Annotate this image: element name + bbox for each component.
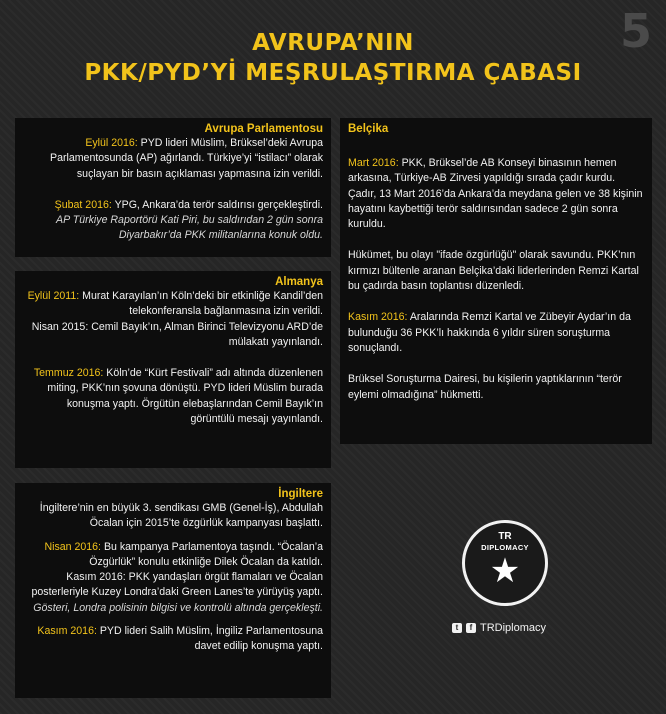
social-handle-text: TRDiplomacy <box>480 622 547 634</box>
box-belcika <box>340 118 652 444</box>
event-text: Bu kampanya Parlamentoya taşındı. “Öcalan’a Özgürlük” konulu etkinliğe Dilek Öcalan da katıldı. <box>89 540 323 568</box>
event-paragraph <box>23 540 323 571</box>
box-avrupa-parlamentosu <box>15 118 331 257</box>
box-almanya <box>15 271 331 468</box>
section-heading: İngiltere <box>278 488 323 500</box>
event-paragraph: Brüksel Soruşturma Dairesi, bu kişilerin yaptıklarının “terör eylemi olmadığına” hükmetti. <box>348 373 622 401</box>
tr-diplomacy-logo <box>462 520 548 606</box>
event-text: PKK, Brüksel’de AB Konseyi binasının hemen arkasına, Türkiye-AB Zirvesi yapıldığı sırada çadır kurdu. Çadır, 13 Mart 2016’da Ankara’da meydana gelen ve 38 kişinin hayatını kaybettiği terör saldırısından sadece 2 gün sonra kuruldu. <box>348 157 643 231</box>
star-icon: ★ <box>489 552 521 590</box>
facebook-icon: f <box>466 623 476 633</box>
event-paragraph <box>23 136 323 182</box>
event-date: Kasım 2016: <box>348 311 408 324</box>
event-paragraph <box>348 310 644 356</box>
event-date: Eylül 2016: <box>85 137 138 149</box>
event-text: PYD lideri Müslim, Brüksel’deki Avrupa Parlamentosunda (AP) ağırlandı. Türkiye’yi “istilacı” olarak suçlayan bir basın açıklaması yapmasına izin verildi. <box>50 137 323 180</box>
event-paragraph <box>23 624 323 655</box>
event-note: Gösteri, Londra polisinin bilgisi ve kontrolü altında gerçekleşti. <box>33 601 323 614</box>
event-text: YPG, Ankara’da terör saldırısı gerçekleştirdi. <box>111 198 323 211</box>
event-note: AP Türkiye Raportörü Kati Piri, bu saldırıdan 2 gün sonra Diyarbakır’da PKK militanlarına konuk oldu. <box>56 214 323 242</box>
event-text: Köln’de “Kürt Festivali” adı altında düzenlenen miting, PKK’nın şovuna dönüştü. PYD lideri Müslim burada konuşma yaptı. Örgütün elebaşlarından Cemil Bayık’ın görüntülü mesajı yayınlandı. <box>47 367 323 426</box>
event-paragraph: İngiltere’nin en büyük 3. sendikası GMB (Genel-İş), Abdullah Öcalan için 2015’te özgürlük kampanyası başlattı. <box>39 502 323 530</box>
logo-text-tr: TR <box>498 531 512 542</box>
event-text: Murat Karayılan’ın Köln’deki bir etkinliğe Kandil’den telekonferansla bağlanmasına izin verildi. <box>79 290 323 318</box>
twitter-icon: t <box>452 623 462 633</box>
section-heading: Almanya <box>275 276 323 288</box>
box-ingiltere <box>15 483 331 698</box>
logo-text-diplomacy: DIPLOMACY <box>481 543 529 552</box>
title-line-1: AVRUPA’NIN <box>252 30 414 56</box>
event-date: Mart 2016: <box>348 157 399 169</box>
event-paragraph: Kasım 2016: PKK yandaşları örgüt flamaları ve Öcalan posterleriyle Kuzey Londra’daki Green Lanes’te yürüyüş yaptı. <box>31 571 323 599</box>
event-paragraph <box>23 366 323 427</box>
section-heading: Avrupa Parlamentosu <box>204 123 323 135</box>
event-date: Şubat 2016: <box>54 198 112 211</box>
event-date: Eylül 2011: <box>27 290 80 302</box>
event-paragraph <box>23 198 323 213</box>
event-paragraph <box>348 156 644 232</box>
event-date: Nisan 2016: <box>44 540 101 553</box>
social-handle <box>452 622 546 634</box>
title-line-2: PKK/PYD’Yİ MEŞRULAŞTIRMA ÇABASI <box>84 60 582 86</box>
event-paragraph <box>23 289 323 320</box>
event-text: Aralarında Remzi Kartal ve Zübeyir Aydar’ın da bulunduğu 36 PKK’lı hakkında 6 yıldır süren soruşturma sonuçlandı. <box>348 311 631 354</box>
event-paragraph: Nisan 2015: Cemil Bayık’ın, Alman Birinci Televizyonu ARD’de mülakatı yayınlandı. <box>31 320 323 348</box>
event-date: Kasım 2016: <box>37 625 97 638</box>
page-number: 5 <box>619 4 652 58</box>
event-paragraph: Hükümet, bu olayı "ifade özgürlüğü" olarak savundu. PKK’nın kırmızı bültenle aranan Belçika’daki liderlerinden Remzi Kartal bu çadırda basın toplantısı düzenledi. <box>348 249 639 293</box>
page-title <box>0 28 666 88</box>
event-text: PYD lideri Salih Müslim, İngiliz Parlamentosuna davet edilip konuşma yaptı. <box>96 625 323 653</box>
event-date: Temmuz 2016: <box>33 367 104 380</box>
section-heading: Belçika <box>348 123 389 135</box>
